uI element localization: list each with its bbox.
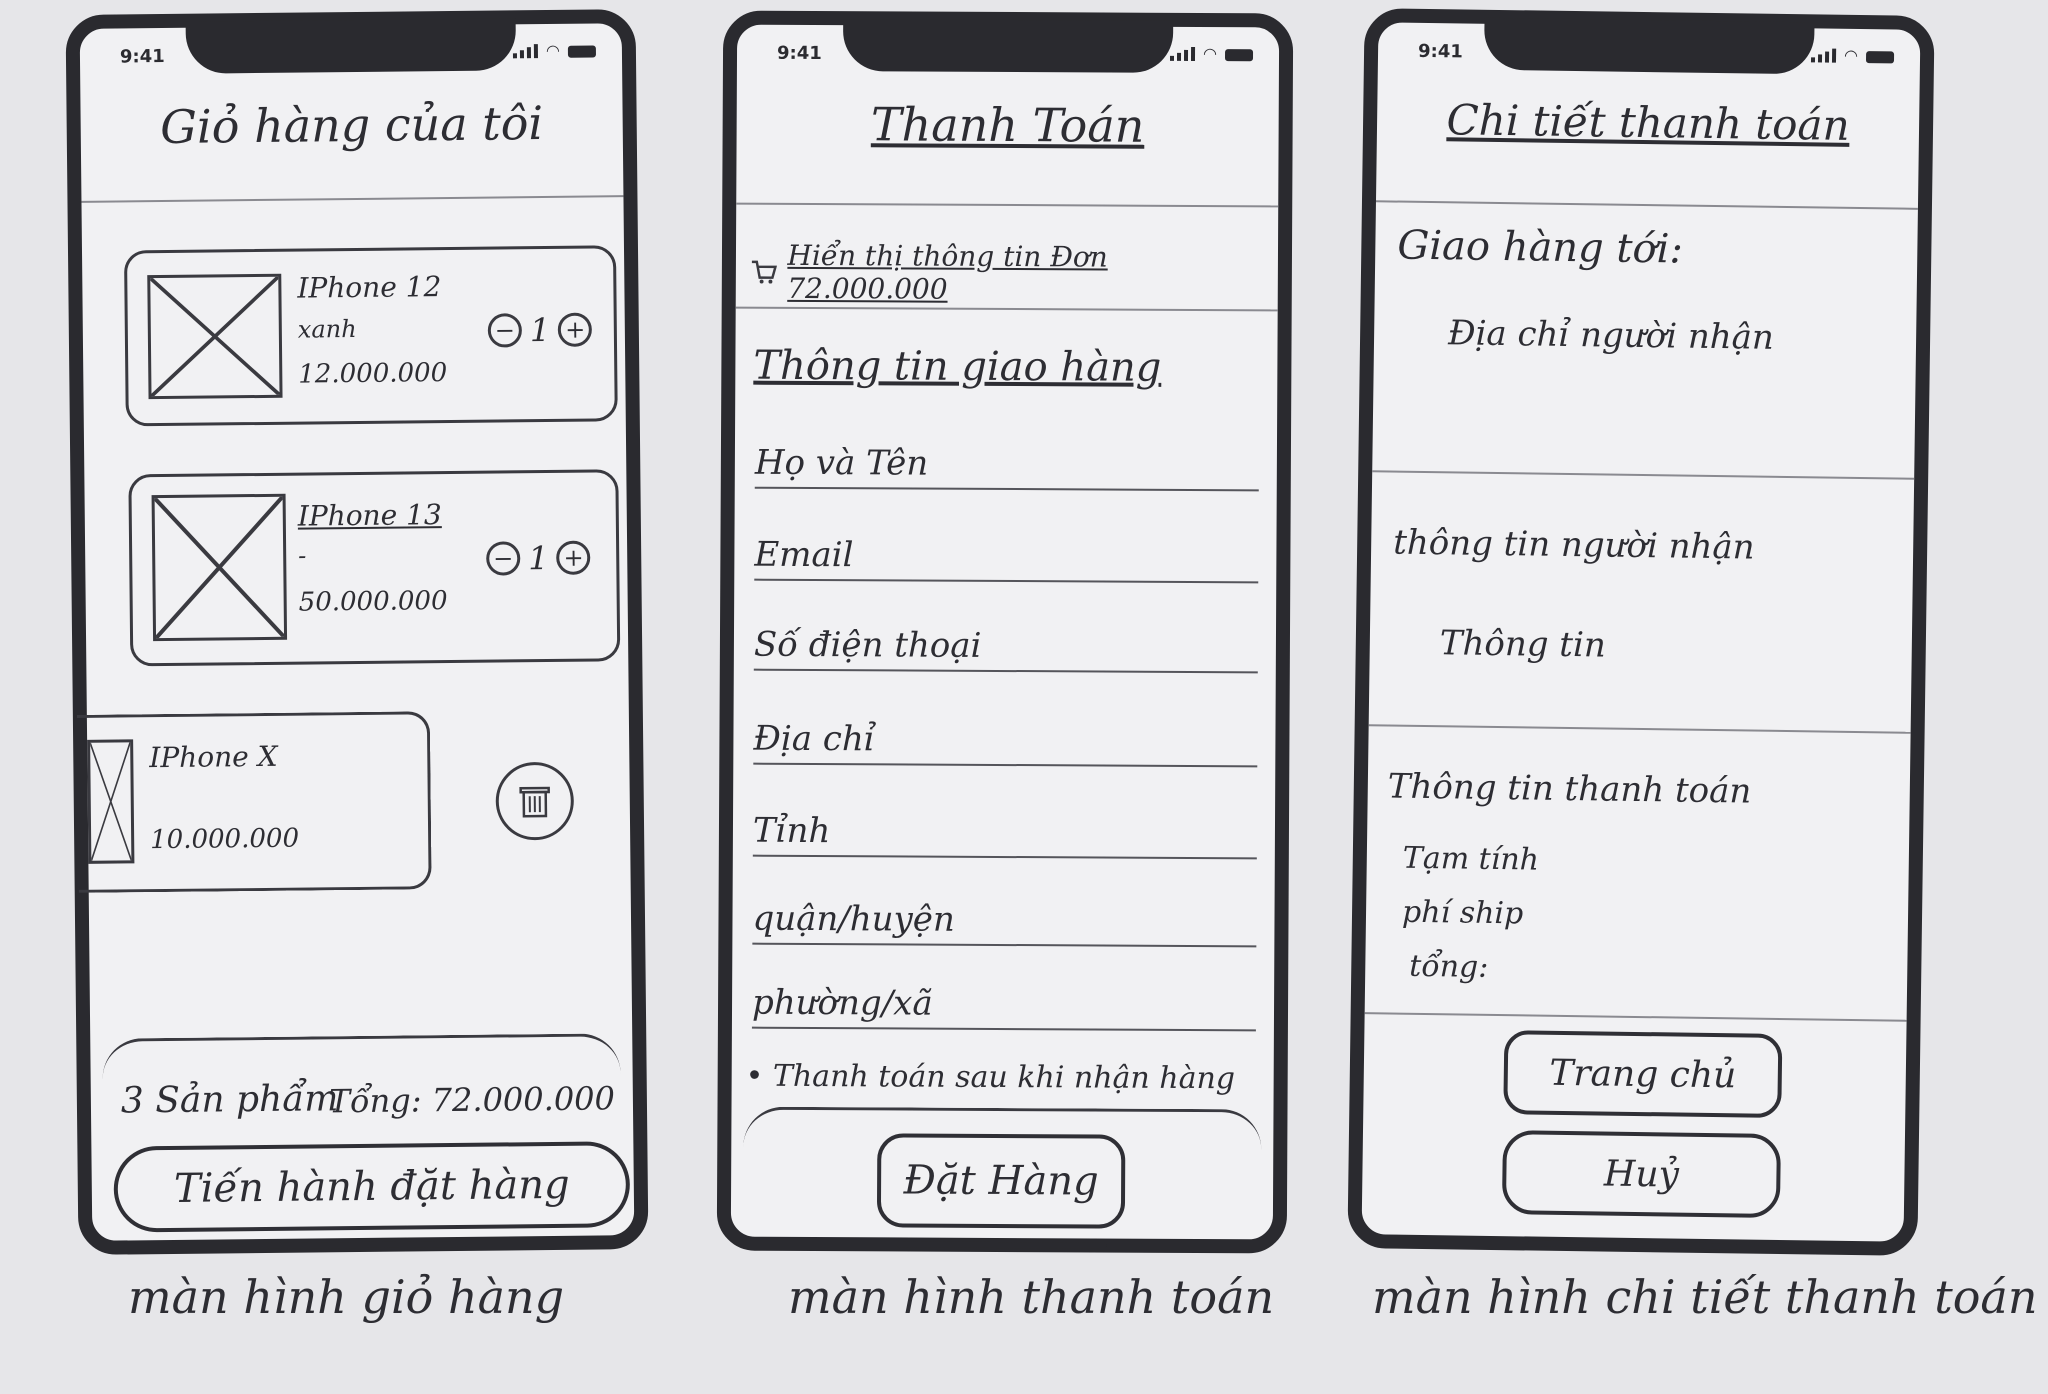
quantity-value: 1 bbox=[529, 310, 551, 350]
cart-item-card[interactable] bbox=[124, 245, 618, 426]
product-variant: - bbox=[298, 541, 307, 570]
minus-icon[interactable]: − bbox=[486, 541, 520, 575]
product-name: IPhone X bbox=[149, 739, 278, 775]
delete-button[interactable] bbox=[495, 762, 574, 841]
product-name: IPhone 13 bbox=[297, 498, 442, 533]
status-icons bbox=[1170, 44, 1253, 64]
notch bbox=[186, 18, 517, 73]
home-indicator bbox=[1527, 1240, 1737, 1249]
quantity-value: 1 bbox=[528, 538, 549, 578]
home-indicator bbox=[897, 1241, 1107, 1248]
status-time: 9:41 bbox=[119, 45, 165, 68]
quantity-stepper bbox=[488, 311, 593, 350]
cart-icon bbox=[750, 258, 778, 286]
product-image bbox=[87, 739, 134, 863]
bullet-icon: • bbox=[745, 1058, 773, 1094]
name-field[interactable]: Họ và Tên bbox=[755, 443, 1259, 492]
shipping-fee-label: phí ship bbox=[1401, 894, 1524, 932]
district-field[interactable]: quận/huyện bbox=[752, 899, 1256, 948]
checkout-screen bbox=[717, 11, 1293, 1254]
plus-icon[interactable]: + bbox=[556, 541, 590, 575]
cancel-button[interactable]: Huỷ bbox=[1502, 1130, 1781, 1218]
product-image bbox=[152, 494, 288, 641]
detail-caption: màn hình chi tiết thanh toán bbox=[1372, 1270, 2038, 1324]
divider bbox=[736, 307, 1278, 312]
divider bbox=[736, 203, 1278, 208]
recipient-info: Thông tin bbox=[1439, 623, 1607, 666]
divider bbox=[1369, 724, 1911, 734]
home-indicator bbox=[258, 1241, 468, 1249]
delivery-address: Địa chỉ người nhận bbox=[1447, 313, 1775, 358]
order-summary-text: Hiển thị thông tin Đơn 72.000.000 bbox=[787, 238, 1108, 306]
status-icons bbox=[513, 40, 596, 60]
page-title: Chi tiết thanh toán bbox=[1446, 95, 1850, 150]
payment-heading: Thông tin thanh toán bbox=[1387, 766, 1752, 812]
ward-field[interactable]: phường/xã bbox=[752, 983, 1256, 1032]
recipient-heading: thông tin người nhận bbox=[1392, 522, 1755, 568]
battery-icon bbox=[568, 45, 596, 57]
trash-icon bbox=[518, 782, 552, 820]
divider bbox=[1365, 1012, 1907, 1022]
product-price: 50.000.000 bbox=[298, 586, 448, 618]
wifi-icon: ◠ bbox=[545, 40, 561, 60]
signal-icon bbox=[1811, 48, 1836, 62]
phone-field[interactable]: Số điện thoại bbox=[754, 625, 1258, 674]
subtotal-label: Tạm tính bbox=[1402, 840, 1540, 878]
notch bbox=[1484, 18, 1815, 75]
signal-icon bbox=[1170, 47, 1195, 61]
quantity-stepper bbox=[486, 539, 591, 578]
email-field[interactable]: Email bbox=[754, 535, 1258, 584]
product-variant: xanh bbox=[297, 314, 357, 344]
payment-option[interactable] bbox=[746, 1059, 1236, 1097]
total-label: tổng: bbox=[1409, 948, 1489, 985]
province-field[interactable]: Tỉnh bbox=[753, 811, 1257, 860]
payment-option-label: Thanh toán sau khi nhận hàng bbox=[772, 1058, 1236, 1097]
minus-icon[interactable]: − bbox=[488, 313, 522, 347]
cart-item-card[interactable] bbox=[128, 469, 620, 666]
payment-detail-screen bbox=[1347, 8, 1934, 1256]
checkout-caption: màn hình thanh toán bbox=[788, 1270, 1275, 1324]
product-image bbox=[147, 274, 282, 399]
wifi-icon: ◠ bbox=[1203, 44, 1218, 64]
status-icons bbox=[1811, 45, 1894, 65]
wifi-icon: ◠ bbox=[1843, 45, 1859, 65]
product-price: 12.000.000 bbox=[298, 358, 448, 390]
order-summary-row[interactable] bbox=[750, 239, 1268, 308]
product-price: 10.000.000 bbox=[150, 823, 300, 856]
delivery-heading: Giao hàng tới: bbox=[1397, 222, 1684, 273]
battery-icon bbox=[1225, 49, 1253, 61]
address-field[interactable]: Địa chỉ bbox=[753, 719, 1257, 768]
signal-icon bbox=[513, 44, 538, 58]
page-title: Thanh Toán bbox=[870, 97, 1145, 153]
home-button[interactable]: Trang chủ bbox=[1503, 1030, 1782, 1118]
place-order-button[interactable]: Đặt Hàng bbox=[877, 1133, 1125, 1228]
section-title: Thông tin giao hàng bbox=[753, 342, 1162, 391]
checkout-button[interactable]: Tiến hành đặt hàng bbox=[113, 1141, 630, 1232]
plus-icon[interactable]: + bbox=[558, 313, 592, 347]
page-title: Giỏ hàng của tôi bbox=[159, 96, 544, 155]
product-name: IPhone 12 bbox=[297, 270, 442, 305]
divider bbox=[1372, 470, 1914, 480]
cart-screen bbox=[66, 9, 649, 1255]
cart-item-count: 3 Sản phẩm bbox=[120, 1078, 339, 1122]
divider bbox=[81, 195, 623, 203]
cart-item-card-swiped[interactable] bbox=[77, 711, 432, 893]
battery-icon bbox=[1866, 51, 1894, 63]
status-time: 9:41 bbox=[1417, 40, 1464, 63]
notch bbox=[843, 19, 1173, 73]
cart-total: Tổng: 72.000.000 bbox=[328, 1079, 616, 1121]
cart-caption: màn hình giỏ hàng bbox=[128, 1270, 565, 1324]
status-time: 9:41 bbox=[776, 42, 822, 65]
divider bbox=[1376, 200, 1918, 210]
